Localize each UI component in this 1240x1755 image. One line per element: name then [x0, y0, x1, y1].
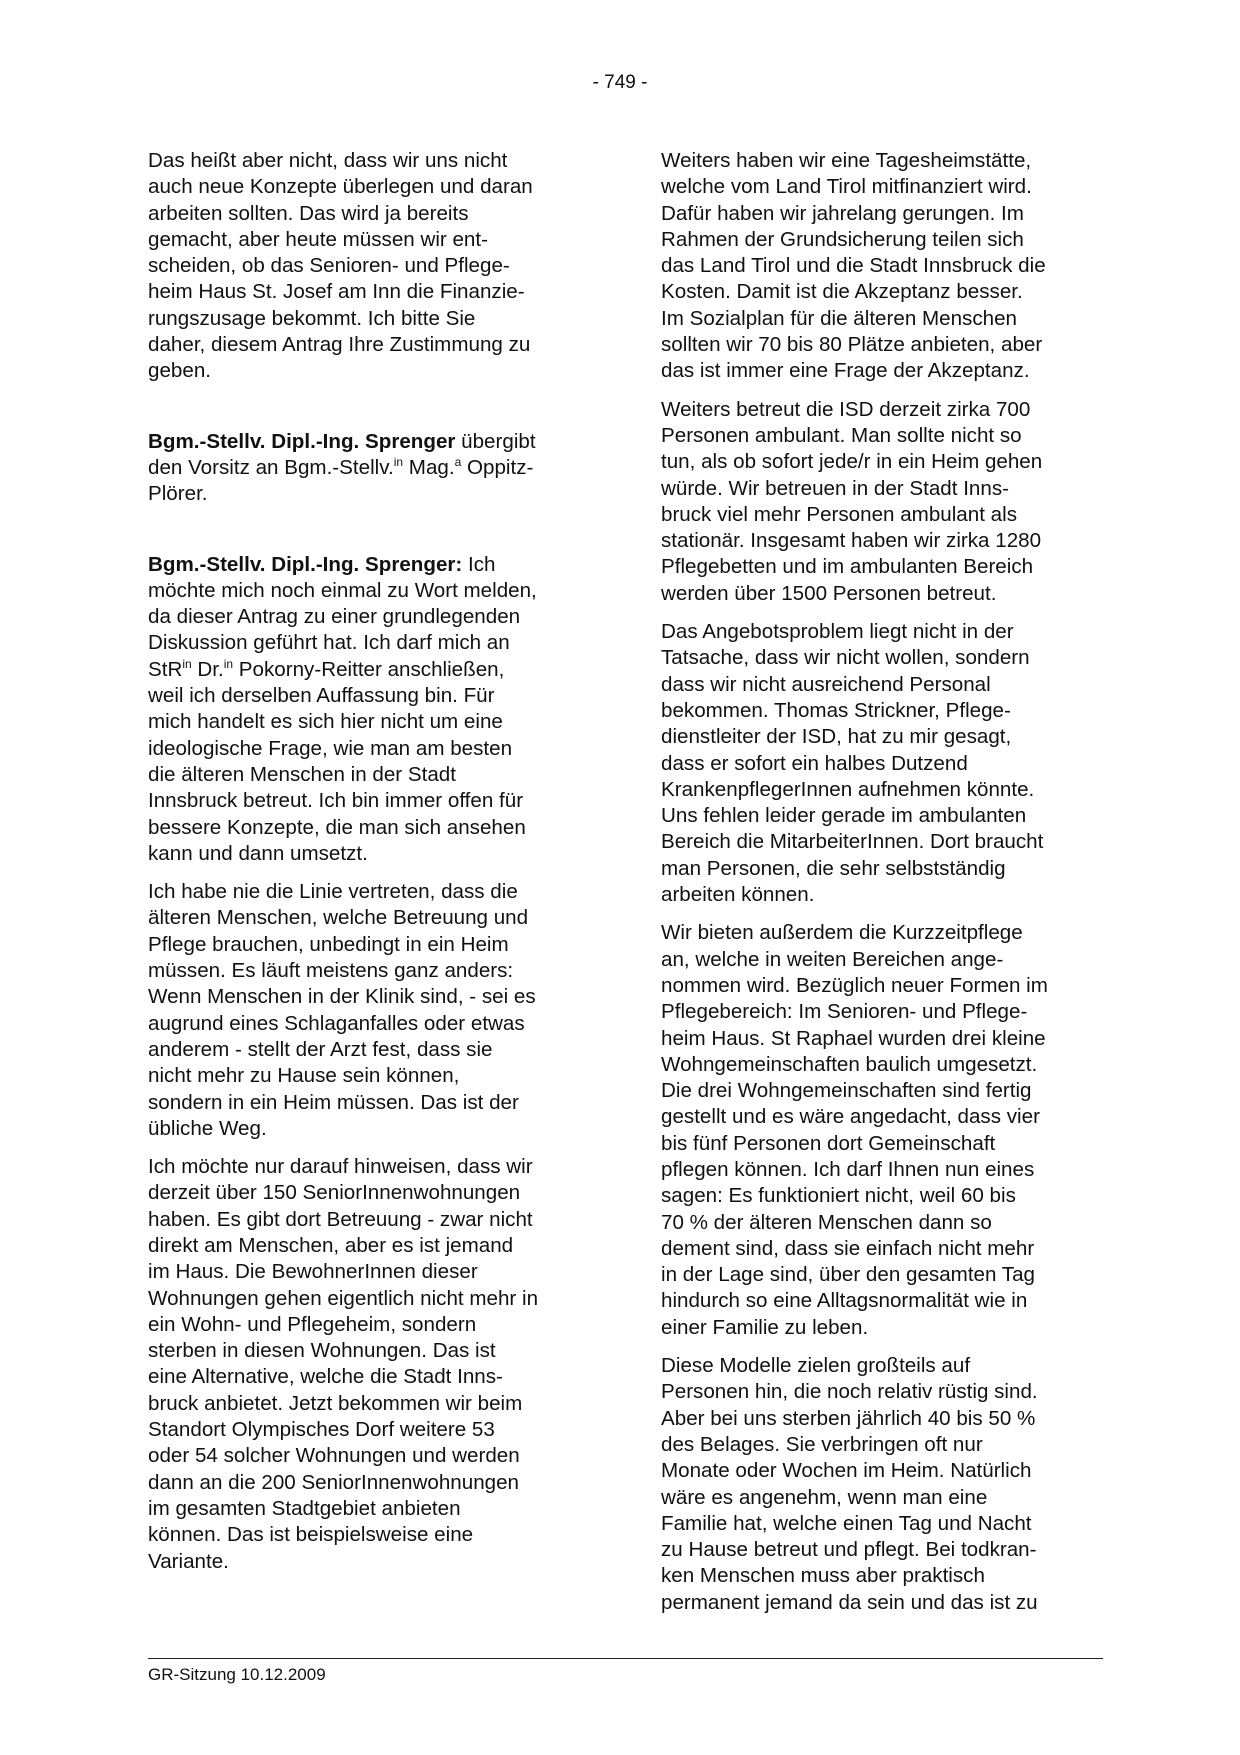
- chair-handover-note: [148, 429, 588, 508]
- footer-session-date: GR-Sitzung 10.12.2009: [148, 1665, 326, 1684]
- paragraph: Wir bieten außerdem die Kurzzeitpflege an, welche in weiten Bereichen ange- nommen wird. Bezüglich neuer Formen im Pflegebereich: Im Senioren- und Pflege- heim Haus. St Raphael wurden drei kleine Wohngemeinschaften baulich umgesetzt. Die drei Wohngemeinschaften sind fertig gestellt und es wäre angedacht, dass vier bis fünf Personen dort Gemeinschaft pflegen können. Ich darf Ihnen nun eines sagen: Es funktioniert nicht, weil 60 bis 70 % der älteren Menschen dann so dement sind, dass sie einfach nicht mehr in der Lage sind, über den gesamten Tag hindurch so eine Alltagsnormalität wie in einer Familie zu leben.: [661, 921, 1048, 1339]
- paragraph: Weiters haben wir eine Tagesheimstätte, welche vom Land Tirol mitfinanziert wird. Dafür haben wir jahrelang gerungen. Im Rahmen der Grundsicherung teilen sich das Land Tirol und die Stadt Innsbruck die Kosten. Damit ist die Akzeptanz besser. Im Sozialplan für die älteren Menschen sollten wir 70 bis 80 Plätze anbieten, aber das ist immer eine Frage der Akzeptanz.: [661, 149, 1046, 383]
- speaker-name: Bgm.-Stellv. Dipl.-Ing. Sprenger:: [148, 552, 463, 576]
- paragraph: Das heißt aber nicht, dass wir uns nicht auch neue Konzepte überlegen und daran arbeiten sollten. Das wird ja bereits gemacht, aber heute müssen wir ent- scheiden, ob das Senioren- und Pflege- heim Haus St. Josef am Inn die Finanzie- rungszusage bekommt. Ich bitte Sie daher, diesem Antrag Ihre Zustimmung zu geben.: [148, 149, 533, 383]
- speech-paragraph: [148, 552, 588, 868]
- paragraph: Das Angebotsproblem liegt nicht in der Tatsache, dass wir nicht wollen, sondern dass wir nicht ausreichend Personal bekommen. Thomas Strickner, Pflege- dienstleiter der ISD, hat zu mir gesagt, dass er sofort ein halbes Dutzend KrankenpflegerInnen aufnehmen könnte. Uns fehlen leider gerade im ambulanten Bereich die MitarbeiterInnen. Dort braucht man Personen, die sehr selbstständig arbeiten können.: [661, 620, 1044, 907]
- superscript: a: [454, 454, 462, 469]
- paragraph-text: Ich möchte mich noch einmal zu Wort melden, da dieser Antrag zu einer grundlegenden Diskussion geführt hat. Ich darf mich an StR: [148, 552, 537, 681]
- paragraph: Diese Modelle zielen großteils auf Personen hin, die noch relativ rüstig sind. Aber bei uns sterben jährlich 40 bis 50 % des Belages. Sie verbringen oft nur Monate oder Wochen im Heim. Natürlich wäre es angenehm, wenn man eine Familie hat, welche einen Tag und Nacht zu Hause betreut und pflegt. Bei todkran- ken Menschen muss aber praktisch permanent jemand da sein und das ist zu: [661, 1354, 1038, 1614]
- paragraph-text: übergibt den Vorsitz an Bgm.-Stellv.: [148, 429, 536, 479]
- paragraph-text: Mag.: [403, 455, 455, 479]
- footer-divider: [148, 1658, 1103, 1659]
- paragraph: Weiters betreut die ISD derzeit zirka 700 Personen ambulant. Man sollte nicht so tun, als ob sofort jede/r in ein Heim gehen würde. Wir betreuen in der Stadt Inns- bruck viel mehr Personen ambulant als stationär. Insgesamt haben wir zirka 1280 Pflegebetten und im ambulanten Bereich werden über 1500 Personen betreut.: [661, 397, 1043, 605]
- right-column: [661, 148, 1101, 1628]
- paragraph-text: Dr.: [191, 657, 224, 681]
- superscript: in: [223, 656, 234, 671]
- paragraph-text: Oppitz- Plörer.: [148, 455, 534, 506]
- superscript: in: [182, 656, 192, 671]
- paragraph: Ich habe nie die Linie vertreten, dass die älteren Menschen, welche Betreuung und Pflege brauchen, unbedingt in ein Heim müssen. Es läuft meistens ganz anders: Wenn Menschen in der Klinik sind, - sei es augrund eines Schlaganfalles oder etwas anderem - stellt der Arzt fest, dass sie nicht mehr zu Hause sein können, sondern in ein Heim müssen. Das ist der übliche Weg.: [148, 880, 536, 1140]
- page-number: - 749 -: [592, 72, 648, 93]
- left-column: [148, 148, 588, 1587]
- superscript: in: [393, 454, 404, 469]
- paragraph-text: Pokorny-Reitter anschließen, weil ich derselben Auffassung bin. Für mich handelt es sich hier nicht um eine ideologische Frage, wie man am besten die älteren Menschen in der Stadt Innsbruck betreut. Ich bin immer offen für bessere Konzepte, die man sich ansehen kann und dann umsetzt.: [148, 657, 526, 865]
- paragraph: Ich möchte nur darauf hinweisen, dass wir derzeit über 150 SeniorInnenwohnungen haben. Es gibt dort Betreuung - zwar nicht direkt am Menschen, aber es ist jemand im Haus. Die BewohnerInnen dieser Wohnungen gehen eigentlich nicht mehr in ein Wohn- und Pflegeheim, sondern sterben in diesen Wohnungen. Das ist eine Alternative, welche die Stadt Inns- bruck anbietet. Jetzt bekommen wir beim Standort Olympisches Dorf weitere 53 oder 54 solcher Wohnungen und werden dann an die 200 SeniorInnenwohnungen im gesamten Stadtgebiet anbieten können. Das ist beispielsweise eine Variante.: [148, 1155, 539, 1573]
- speaker-name: Bgm.-Stellv. Dipl.-Ing. Sprenger: [148, 429, 456, 453]
